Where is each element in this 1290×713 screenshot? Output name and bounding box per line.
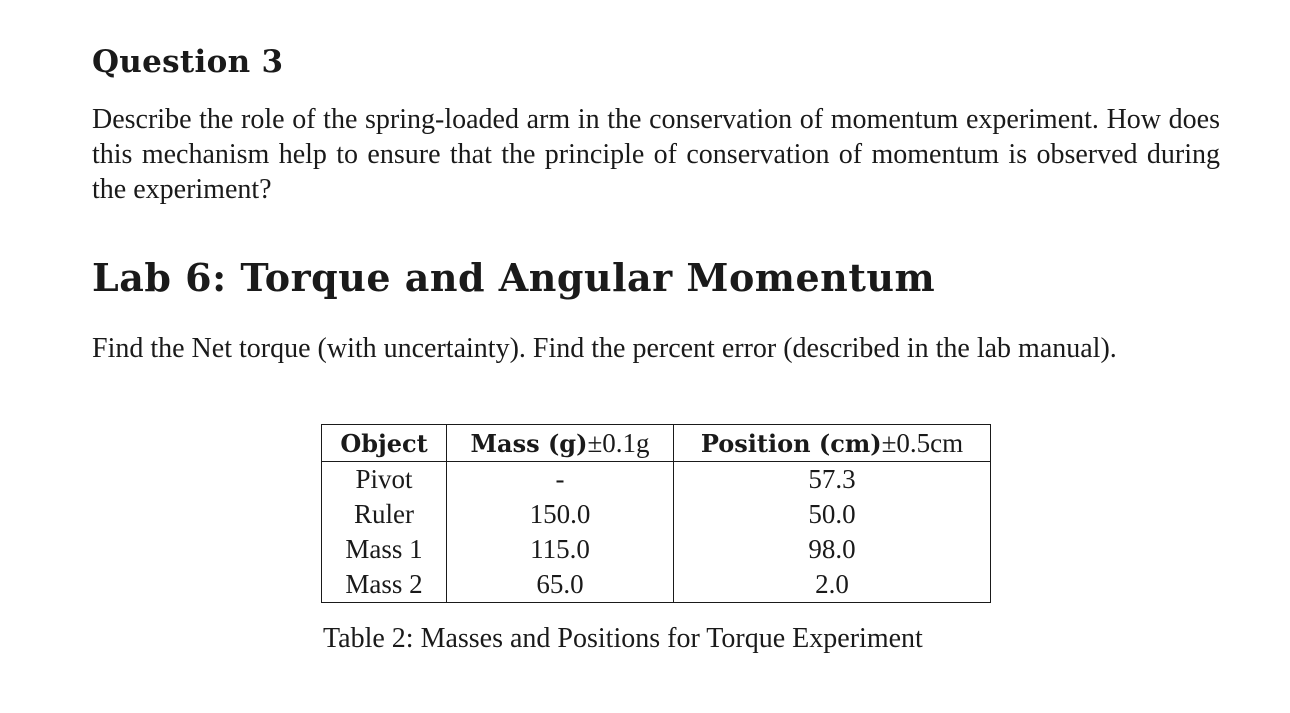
header-mass-uncertainty: ±0.1g: [587, 427, 650, 458]
header-object: [322, 425, 447, 462]
question-heading: Question 3: [92, 44, 284, 80]
cell-position: 2.0: [674, 567, 991, 603]
cell-position: 50.0: [674, 497, 991, 532]
cell-mass: 65.0: [447, 567, 674, 603]
question-body: Describe the role of the spring-loaded arm in the conservation of momentum experiment. How does this mechanism help to ensure that the principle of conservation of momentum is observed during the experiment?: [92, 104, 1220, 205]
measurements-table: [321, 424, 991, 603]
table-caption: Table 2: Masses and Positions for Torque Experiment: [323, 623, 923, 654]
header-position-label: Position (cm): [700, 428, 882, 458]
cell-object: Mass 2: [322, 567, 447, 603]
table-row: [322, 567, 991, 603]
table-row: [322, 532, 991, 567]
lab-instructions: Find the Net torque (with uncertainty). Find the percent error (described in the lab manual).: [92, 333, 1117, 364]
table-header-row: [322, 425, 991, 462]
cell-mass: 115.0: [447, 532, 674, 567]
cell-position: 98.0: [674, 532, 991, 567]
cell-object: Mass 1: [322, 532, 447, 567]
cell-mass: 150.0: [447, 497, 674, 532]
cell-object: Ruler: [322, 497, 447, 532]
cell-position: 57.3: [674, 462, 991, 498]
header-mass: [447, 425, 674, 462]
table-row: [322, 462, 991, 498]
header-position-uncertainty: ±0.5cm: [881, 427, 964, 458]
table-row: [322, 497, 991, 532]
lab-heading: Lab 6: Torque and Angular Momentum: [92, 255, 936, 300]
header-position: [674, 425, 991, 462]
header-mass-label: Mass (g): [470, 428, 588, 458]
header-object-label: Object: [340, 428, 428, 458]
cell-object: Pivot: [322, 462, 447, 498]
cell-mass: -: [447, 462, 674, 498]
